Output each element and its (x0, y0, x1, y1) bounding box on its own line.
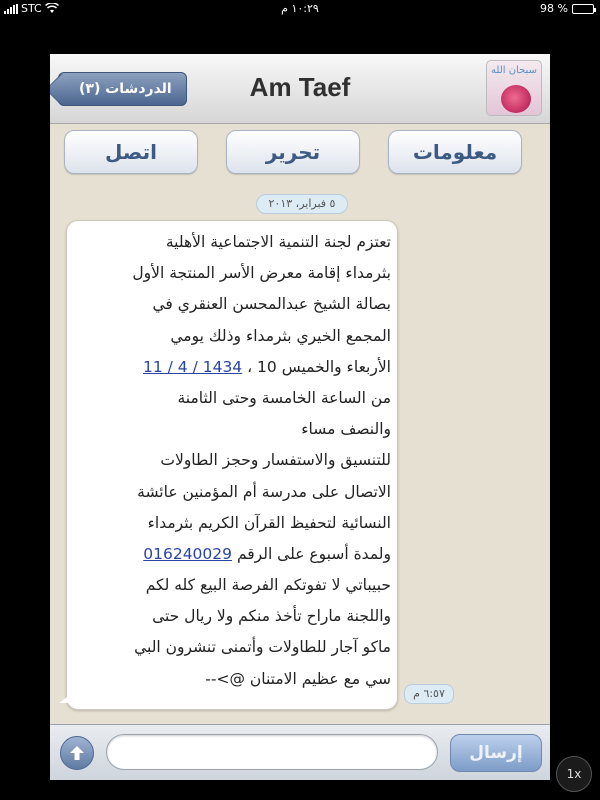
chat-screen (50, 54, 550, 780)
message-line: ماكو آجار للطاولات وأتمنى تنشرون البي (134, 638, 391, 657)
avatar-text: سبحان الله (491, 65, 537, 76)
message-line-with-phone (79, 539, 391, 570)
contact-action-bar (50, 124, 550, 184)
status-bar (0, 0, 600, 18)
date-link[interactable]: 11 / 4 / 1434 (142, 357, 243, 376)
info-button[interactable]: معلومات (388, 130, 522, 174)
battery-percent: 98 % (540, 2, 568, 15)
message-line: واللجنة ماراح تأخذ منكم ولا ريال حتى (152, 607, 391, 626)
message-line-with-date (79, 352, 391, 383)
phone-link[interactable]: 016240029 (143, 544, 233, 563)
message-line: من الساعة الخامسة وحتى الثامنة (177, 388, 391, 407)
edit-button[interactable]: تحرير (226, 130, 360, 174)
message-input[interactable] (106, 734, 438, 770)
message-line: حبيباتي لا تفوتكم الفرصة البيع كله لكم (145, 576, 391, 595)
send-button[interactable]: إرسال (450, 734, 542, 772)
back-to-chats-button[interactable] (58, 72, 187, 106)
contact-name-title: Am Taef (249, 72, 351, 102)
message-line: المجمع الخيري بثرمداء وذلك يومي (170, 326, 391, 345)
message-line: الاتصال على مدرسة أم المؤمنين عائشة (137, 482, 391, 501)
rose-image (501, 85, 531, 113)
message-timestamp: ٦:٥٧ م (404, 684, 454, 704)
zoom-toggle-button[interactable]: 1x (556, 756, 592, 792)
carrier-label: STC (21, 2, 42, 15)
message-line: والنصف مساء (301, 420, 391, 439)
message-line: الأربعاء والخميس 10 ، (247, 357, 391, 376)
upload-arrow-icon (68, 744, 86, 762)
message-line: بثرمداء إقامة معرض الأسر المنتجة الأول (132, 264, 391, 283)
chat-area[interactable] (50, 184, 550, 724)
message-bubble[interactable] (66, 220, 398, 710)
message-line: سي مع عظيم الامتنان @>-- (205, 669, 391, 688)
battery-icon (572, 4, 594, 14)
message-text (79, 227, 391, 695)
battery-status (540, 2, 594, 15)
message-line: ولمدة أسبوع على الرقم (236, 544, 391, 563)
status-time: ١٠:٢٩ م (281, 2, 319, 15)
message-line: للتنسيق والاستفسار وحجز الطاولات (160, 451, 391, 470)
navigation-bar (50, 54, 550, 124)
message-line: بصالة الشيخ عبدالمحسن العنقري في (152, 295, 391, 314)
message-line: تعتزم لجنة التنمية الاجتماعية الأهلية (165, 233, 391, 251)
message-input-bar (50, 724, 550, 780)
contact-avatar[interactable] (486, 60, 542, 116)
message-line: النسائية لتحفيظ القرآن الكريم بثرمداء (147, 513, 391, 532)
call-button[interactable]: اتصل (64, 130, 198, 174)
date-separator: ٥ فبراير، ٢٠١٣ (256, 194, 348, 214)
attach-button[interactable] (60, 736, 94, 770)
back-button-label: الدردشات (٣) (79, 81, 172, 97)
